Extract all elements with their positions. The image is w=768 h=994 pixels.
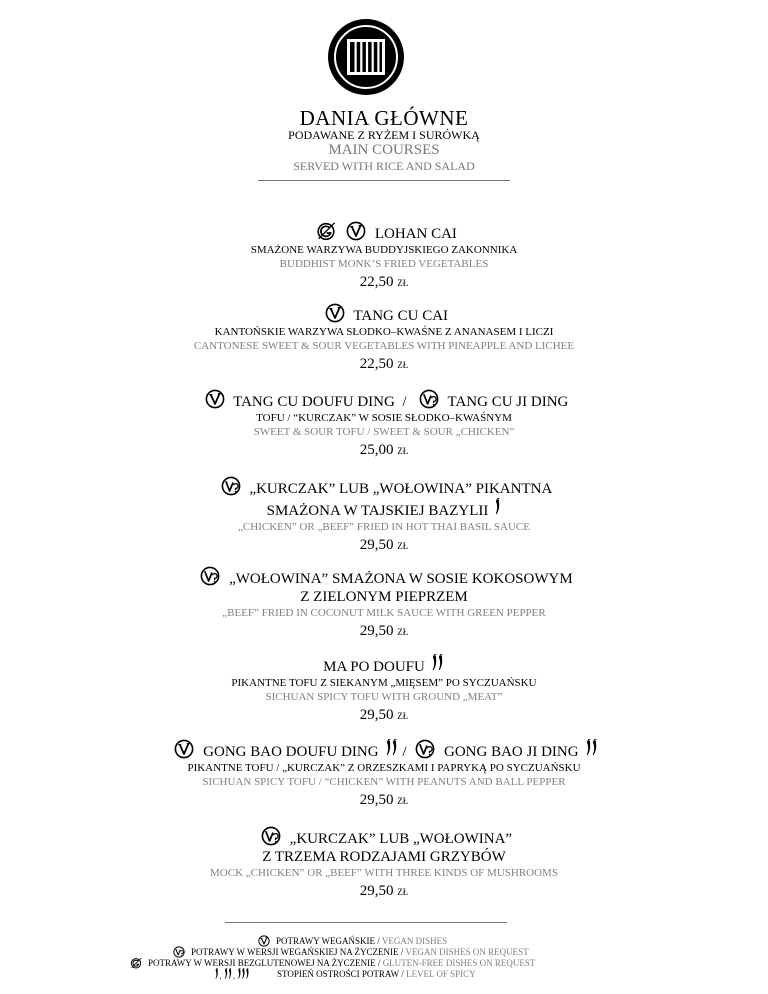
dish-name-line-1: „KURCZAK” LUB „WOŁOWINA” <box>289 831 513 847</box>
chili-icon <box>203 968 271 980</box>
dish-description-en: SICHUAN SPICY TOFU / “CHICKEN” WITH PEANUTS AND BALL PEPPER <box>202 776 566 788</box>
dish-description-en: SICHUAN SPICY TOFU WITH GROUND „MEAT” <box>265 691 503 703</box>
vegan-on-request-icon <box>221 476 241 496</box>
vegan-icon <box>205 389 225 409</box>
vegan-on-request-icon <box>261 826 281 846</box>
vegan-on-request-icon <box>200 566 220 586</box>
dish-description-en: „BEEF” FRIED IN COCONUT MILK SAUCE WITH GREEN PEPPER <box>222 607 546 619</box>
currency-label: ZŁ <box>397 887 409 897</box>
svg-text:,: , <box>233 971 235 980</box>
dish-name-line-2: Z ZIELONYM PIEPRZEM <box>300 589 468 605</box>
dish-name-a: TANG CU DOUFU DING <box>233 394 395 410</box>
dish-name-separator: / <box>402 394 407 410</box>
currency-label: ZŁ <box>397 796 409 806</box>
dish-tang-cu-ding <box>0 389 768 461</box>
currency-label: ZŁ <box>397 360 409 370</box>
dish-name: LOHAN CAI <box>374 226 457 242</box>
legend-divider <box>225 922 507 923</box>
vegan-icon <box>346 221 366 241</box>
dish-description-pl: TOFU / “KURCZAK” W SOSIE SŁODKO–KWAŚNYM <box>256 412 512 424</box>
vegan-icon <box>325 303 345 323</box>
dish-price: 22,50 ZŁ <box>359 274 409 290</box>
legend-item-vegan: POTRAWY WEGAŃSKIE / VEGAN DISHES <box>258 935 447 947</box>
dish-coconut-beef <box>0 566 768 642</box>
dish-name-b: TANG CU JI DING <box>447 394 569 410</box>
dish-name-separator: / <box>402 744 407 760</box>
dish-name-line-2: Z TRZEMA RODZAJAMI GRZYBÓW <box>262 849 506 865</box>
dish-name-line-1: „KURCZAK” LUB „WOŁOWINA” PIKANTNA <box>249 481 553 497</box>
chili-icon <box>431 654 445 672</box>
dish-three-mushrooms <box>0 826 768 902</box>
dish-price: 29,50 ZŁ <box>359 883 409 899</box>
currency-label: ZŁ <box>397 278 409 288</box>
dish-name: TANG CU CAI <box>353 308 449 324</box>
dish-name-line-1: „WOŁOWINA” SMAŻONA W SOSIE KOKOSOWYM <box>229 571 573 587</box>
dish-price: 29,50 ZŁ <box>359 537 409 553</box>
dish-thai-basil <box>0 476 768 556</box>
currency-label: ZŁ <box>397 541 409 551</box>
dish-description-en: SWEET & SOUR TOFU / SWEET & SOUR „CHICKEN” <box>253 426 515 438</box>
dish-name-b: GONG BAO JI DING <box>444 744 579 760</box>
dish-price: 29,50 ZŁ <box>359 707 409 723</box>
vegan-on-request-icon <box>415 739 435 759</box>
currency-label: ZŁ <box>397 711 409 721</box>
currency-label: ZŁ <box>397 627 409 637</box>
gluten-free-icon <box>130 957 142 969</box>
section-subtitle-pl: PODAWANE Z RYŻEM I SURÓWKĄ <box>288 128 480 142</box>
dish-name: MA PO DOUFU <box>323 659 425 675</box>
currency-label: ZŁ <box>397 446 409 456</box>
dish-price: 29,50 ZŁ <box>359 792 409 808</box>
dish-lohan-cai <box>0 221 768 293</box>
dish-description-en: CANTONESE SWEET & SOUR VEGETABLES WITH PINEAPPLE AND LICHEE <box>193 340 575 352</box>
dish-price: 25,00 ZŁ <box>359 442 409 458</box>
gluten-free-icon <box>316 221 336 241</box>
vegan-icon <box>174 739 194 759</box>
vegan-on-request-icon <box>419 389 439 409</box>
section-title-en: MAIN COURSES <box>328 142 440 158</box>
dish-description-en: „CHICKEN” OR „BEEF” FRIED IN HOT THAI BASIL SAUCE <box>238 521 530 533</box>
chili-icon <box>494 498 501 516</box>
dish-ma-po-doufu <box>0 654 768 726</box>
legend-item-vegan-on-request: POTRAWY W WERSJI WEGAŃSKIEJ NA ŻYCZENIE / VEGAN DISHES ON REQUEST <box>173 946 529 958</box>
header-divider <box>258 180 510 181</box>
dish-description-pl: PIKANTNE TOFU Z SIEKANYM „MIĘSEM” PO SYCZUAŃSKU <box>231 677 537 689</box>
chili-icon <box>385 739 399 757</box>
dish-description-en: BUDDHIST MONK’S FRIED VEGETABLES <box>279 258 489 270</box>
restaurant-logo <box>327 18 405 96</box>
dish-tang-cu-cai <box>0 303 768 375</box>
dish-description-pl: PIKANTNE TOFU / „KURCZAK” Z ORZESZKAMI I PAPRYKĄ PO SYCZUAŃSKU <box>187 762 581 774</box>
section-title-pl: DANIA GŁÓWNE <box>299 106 469 130</box>
dish-name-line-2: SMAŻONA W TAJSKIEJ BAZYLII <box>266 503 489 519</box>
dish-gong-bao <box>0 739 768 811</box>
dish-price: 22,50 ZŁ <box>359 356 409 372</box>
dish-description-en: MOCK „CHICKEN” OR „BEEF” WITH THREE KINDS OF MUSHROOMS <box>210 867 558 879</box>
section-subtitle-en: SERVED WITH RICE AND SALAD <box>293 159 475 173</box>
svg-text:,: , <box>219 971 222 980</box>
dish-price: 29,50 ZŁ <box>359 623 409 639</box>
legend-item-spicy: , , STOPIEŃ OSTROŚCI POTRAW / LEVEL OF SPICY <box>203 968 476 980</box>
chili-icon <box>585 739 599 757</box>
dish-description-pl: SMAŻONE WARZYWA BUDDYJSKIEGO ZAKONNIKA <box>250 244 518 256</box>
dish-description-pl: KANTOŃSKIE WARZYWA SŁODKO–KWAŚNE Z ANANASEM I LICZI <box>214 326 554 338</box>
dish-name-a: GONG BAO DOUFU DING <box>203 744 379 760</box>
legend-item-gluten-free: POTRAWY W WERSJI BEZGLUTENOWEJ NA ŻYCZENIE / GLUTEN-FREE DISHES ON REQUEST <box>130 957 535 969</box>
